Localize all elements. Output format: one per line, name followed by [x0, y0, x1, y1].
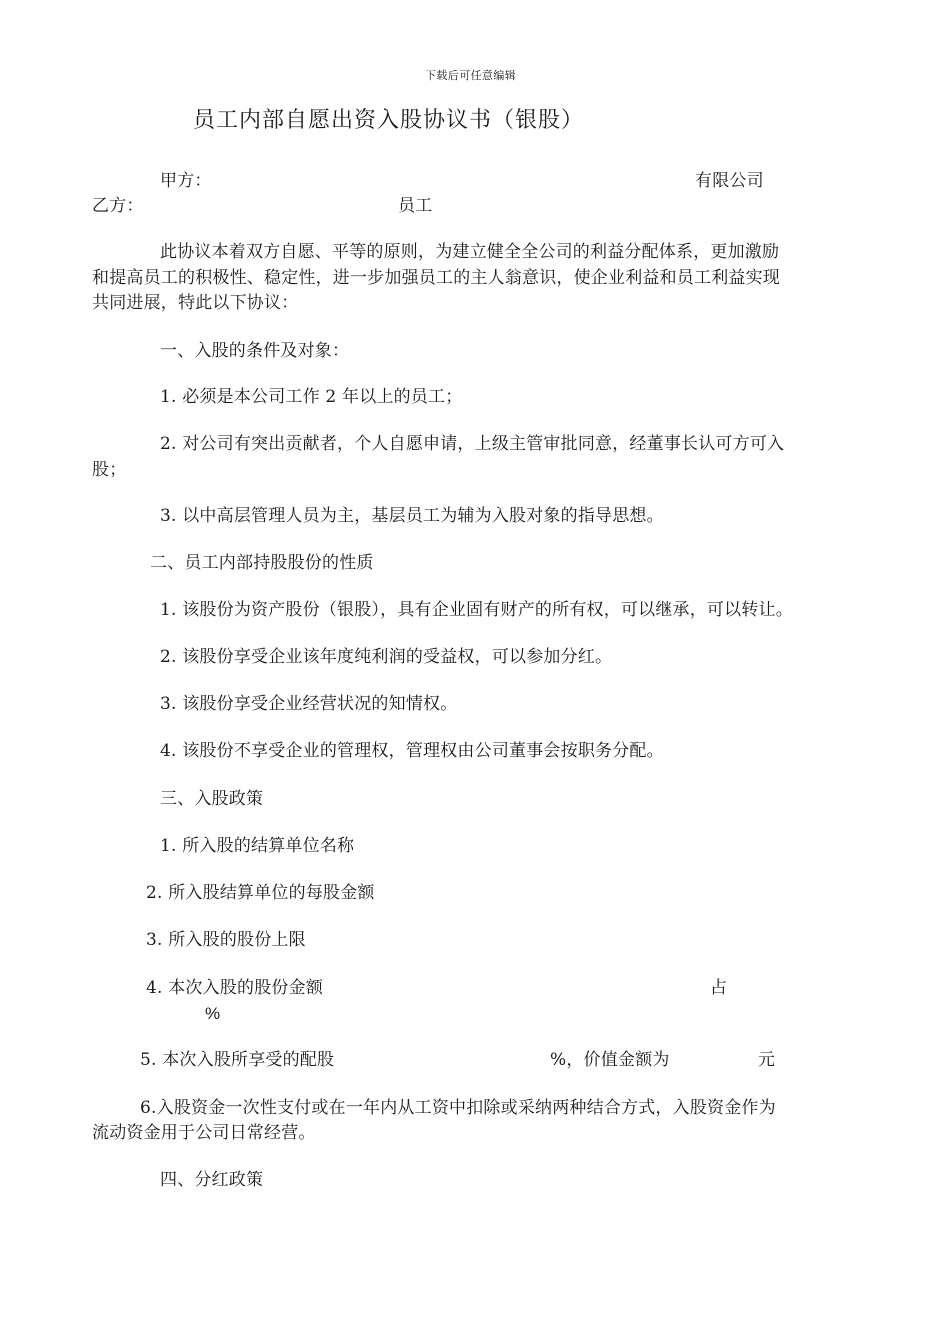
section-2-item-4: 4. 该股份不享受企业的管理权，管理权由公司董事会按职务分配。 [160, 741, 664, 761]
party-a-suffix: 有限公司 [695, 171, 764, 191]
document-title: 员工内部自愿出资入股协议书（银股） [193, 108, 585, 133]
section-3-item-4-label: 4. 本次入股的股份金额 [146, 978, 324, 998]
section-3-item-1: 1. 所入股的结算单位名称 [160, 836, 355, 856]
section-3-item-5-label: 5. 本次入股所享受的配股 [140, 1050, 335, 1070]
section-3-item-6-line-2: 流动资金用于公司日常经营。 [92, 1123, 316, 1143]
section-4-heading: 四、分红政策 [160, 1170, 264, 1190]
section-3-item-3: 3. 所入股的股份上限 [146, 930, 306, 950]
section-1-item-3: 3. 以中高层管理人员为主，基层员工为辅为入股对象的指导思想。 [160, 506, 664, 526]
section-1-heading: 一、入股的条件及对象： [160, 341, 350, 361]
header-note: 下载后可任意编辑 [425, 69, 517, 82]
section-3-item-2: 2. 所入股结算单位的每股金额 [146, 883, 375, 903]
section-2-heading: 二、员工内部持股股份的性质 [150, 553, 374, 573]
party-b-suffix: 员工 [398, 196, 433, 216]
section-2-item-3: 3. 该股份享受企业经营状况的知情权。 [160, 694, 458, 714]
section-1-item-2-line-2: 股； [92, 460, 127, 480]
intro-line-1: 此协议本着双方自愿、平等的原则，为建立健全全公司的利益分配体系，更加激励 [160, 242, 780, 262]
section-1-item-1: 1. 必须是本公司工作 2 年以上的员工； [160, 387, 463, 407]
section-3-item-6-line-1: 6.入股资金一次性支付或在一年内从工资中扣除或采纳两种结合方式，入股资金作为 [140, 1098, 776, 1118]
section-3-heading: 三、入股政策 [160, 789, 264, 809]
party-a-label: 甲方： [160, 171, 212, 191]
section-2-item-1: 1. 该股份为资产股份（银股），具有企业固有财产的所有权，可以继承，可以转让。 [160, 600, 793, 620]
section-3-item-4-percent: % [205, 1004, 221, 1023]
section-1-item-2-line-1: 2. 对公司有突出贡献者，个人自愿申请，上级主管审批同意，经董事长认可方可入 [160, 434, 785, 454]
section-3-item-5-currency: 元 [758, 1050, 776, 1070]
section-3-item-5-value-label: %，价值金额为 [550, 1050, 670, 1070]
section-3-item-4-share-word: 占 [710, 978, 728, 998]
intro-line-3: 共同进展，特此以下协议： [92, 293, 299, 313]
party-b-label: 乙方： [92, 196, 144, 216]
section-2-item-2: 2. 该股份享受企业该年度纯利润的受益权，可以参加分红。 [160, 647, 613, 667]
intro-line-2: 和提高员工的积极性、稳定性，进一步加强员工的主人翁意识，使企业利益和员工利益实现 [92, 268, 780, 288]
